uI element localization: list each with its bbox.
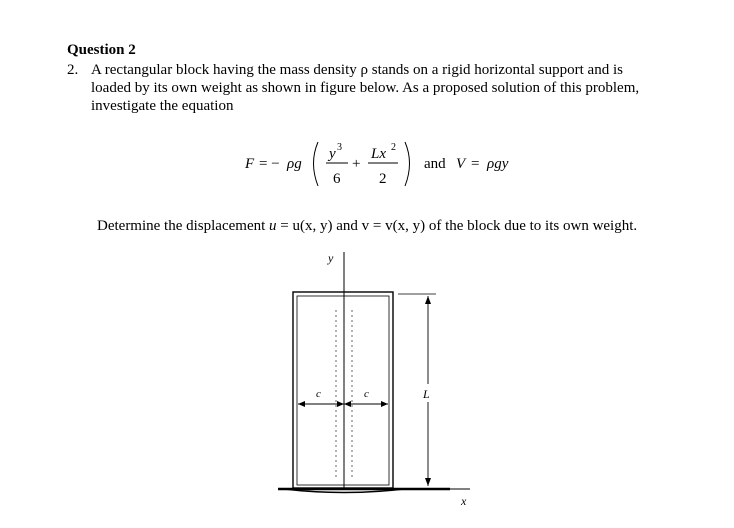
c-label-left: c [316,388,321,400]
eq-rho-g: ρg [287,156,302,172]
eq-V-rhs: ρgy [487,156,509,172]
determine-prefix: Determine the displacement [97,218,270,234]
x-axis-label: x [461,494,467,508]
c-arrow-right-out [381,401,388,407]
eq-term1-den: 6 [333,171,341,187]
c-arrow-right-in [344,401,351,407]
intro-line-1: A rectangular block having the mass density ρ stands on a rigid horizontal support and is [91,62,623,78]
eq-term1-exp: 3 [337,142,342,153]
eq-F: F [245,156,255,172]
eq-V: V [456,156,466,172]
c-arrow-left-in [337,401,344,407]
eq-term2-exp: 2 [391,142,396,153]
eq-term1-num: y [329,146,336,162]
c-label-right: c [364,388,369,400]
y-axis-label: y [328,251,334,265]
determine-rest: = u(x, y) and v = v(x, y) of the block due to its own weight. [276,218,638,234]
problem-number: 2. [67,62,79,78]
eq-term2-num: Lx [371,146,386,162]
determine-statement [97,218,637,235]
L-arrow-bottom [425,478,431,486]
block-outer [293,292,393,488]
question-title: Question 2 [67,42,136,58]
determine-u: u [269,218,277,234]
intro-line-2: loaded by its own weight as shown in figure below. As a proposed solution of this problem, [91,80,640,96]
L-arrow-top [425,296,431,304]
eq-equals-minus: = − [259,156,280,172]
eq-plus: + [352,156,361,172]
airy-stress-equation [244,142,509,187]
eq-right-paren [405,142,410,186]
eq-left-paren [314,142,319,186]
block-inner [297,296,389,485]
c-arrow-left-out [298,401,305,407]
block-figure [278,251,470,508]
L-label: L [423,387,430,401]
eq-term2-den: 2 [379,171,387,187]
eq-equals: = [471,156,480,172]
eq-and: and [424,156,446,172]
intro-line-3: investigate the equation [91,98,234,114]
